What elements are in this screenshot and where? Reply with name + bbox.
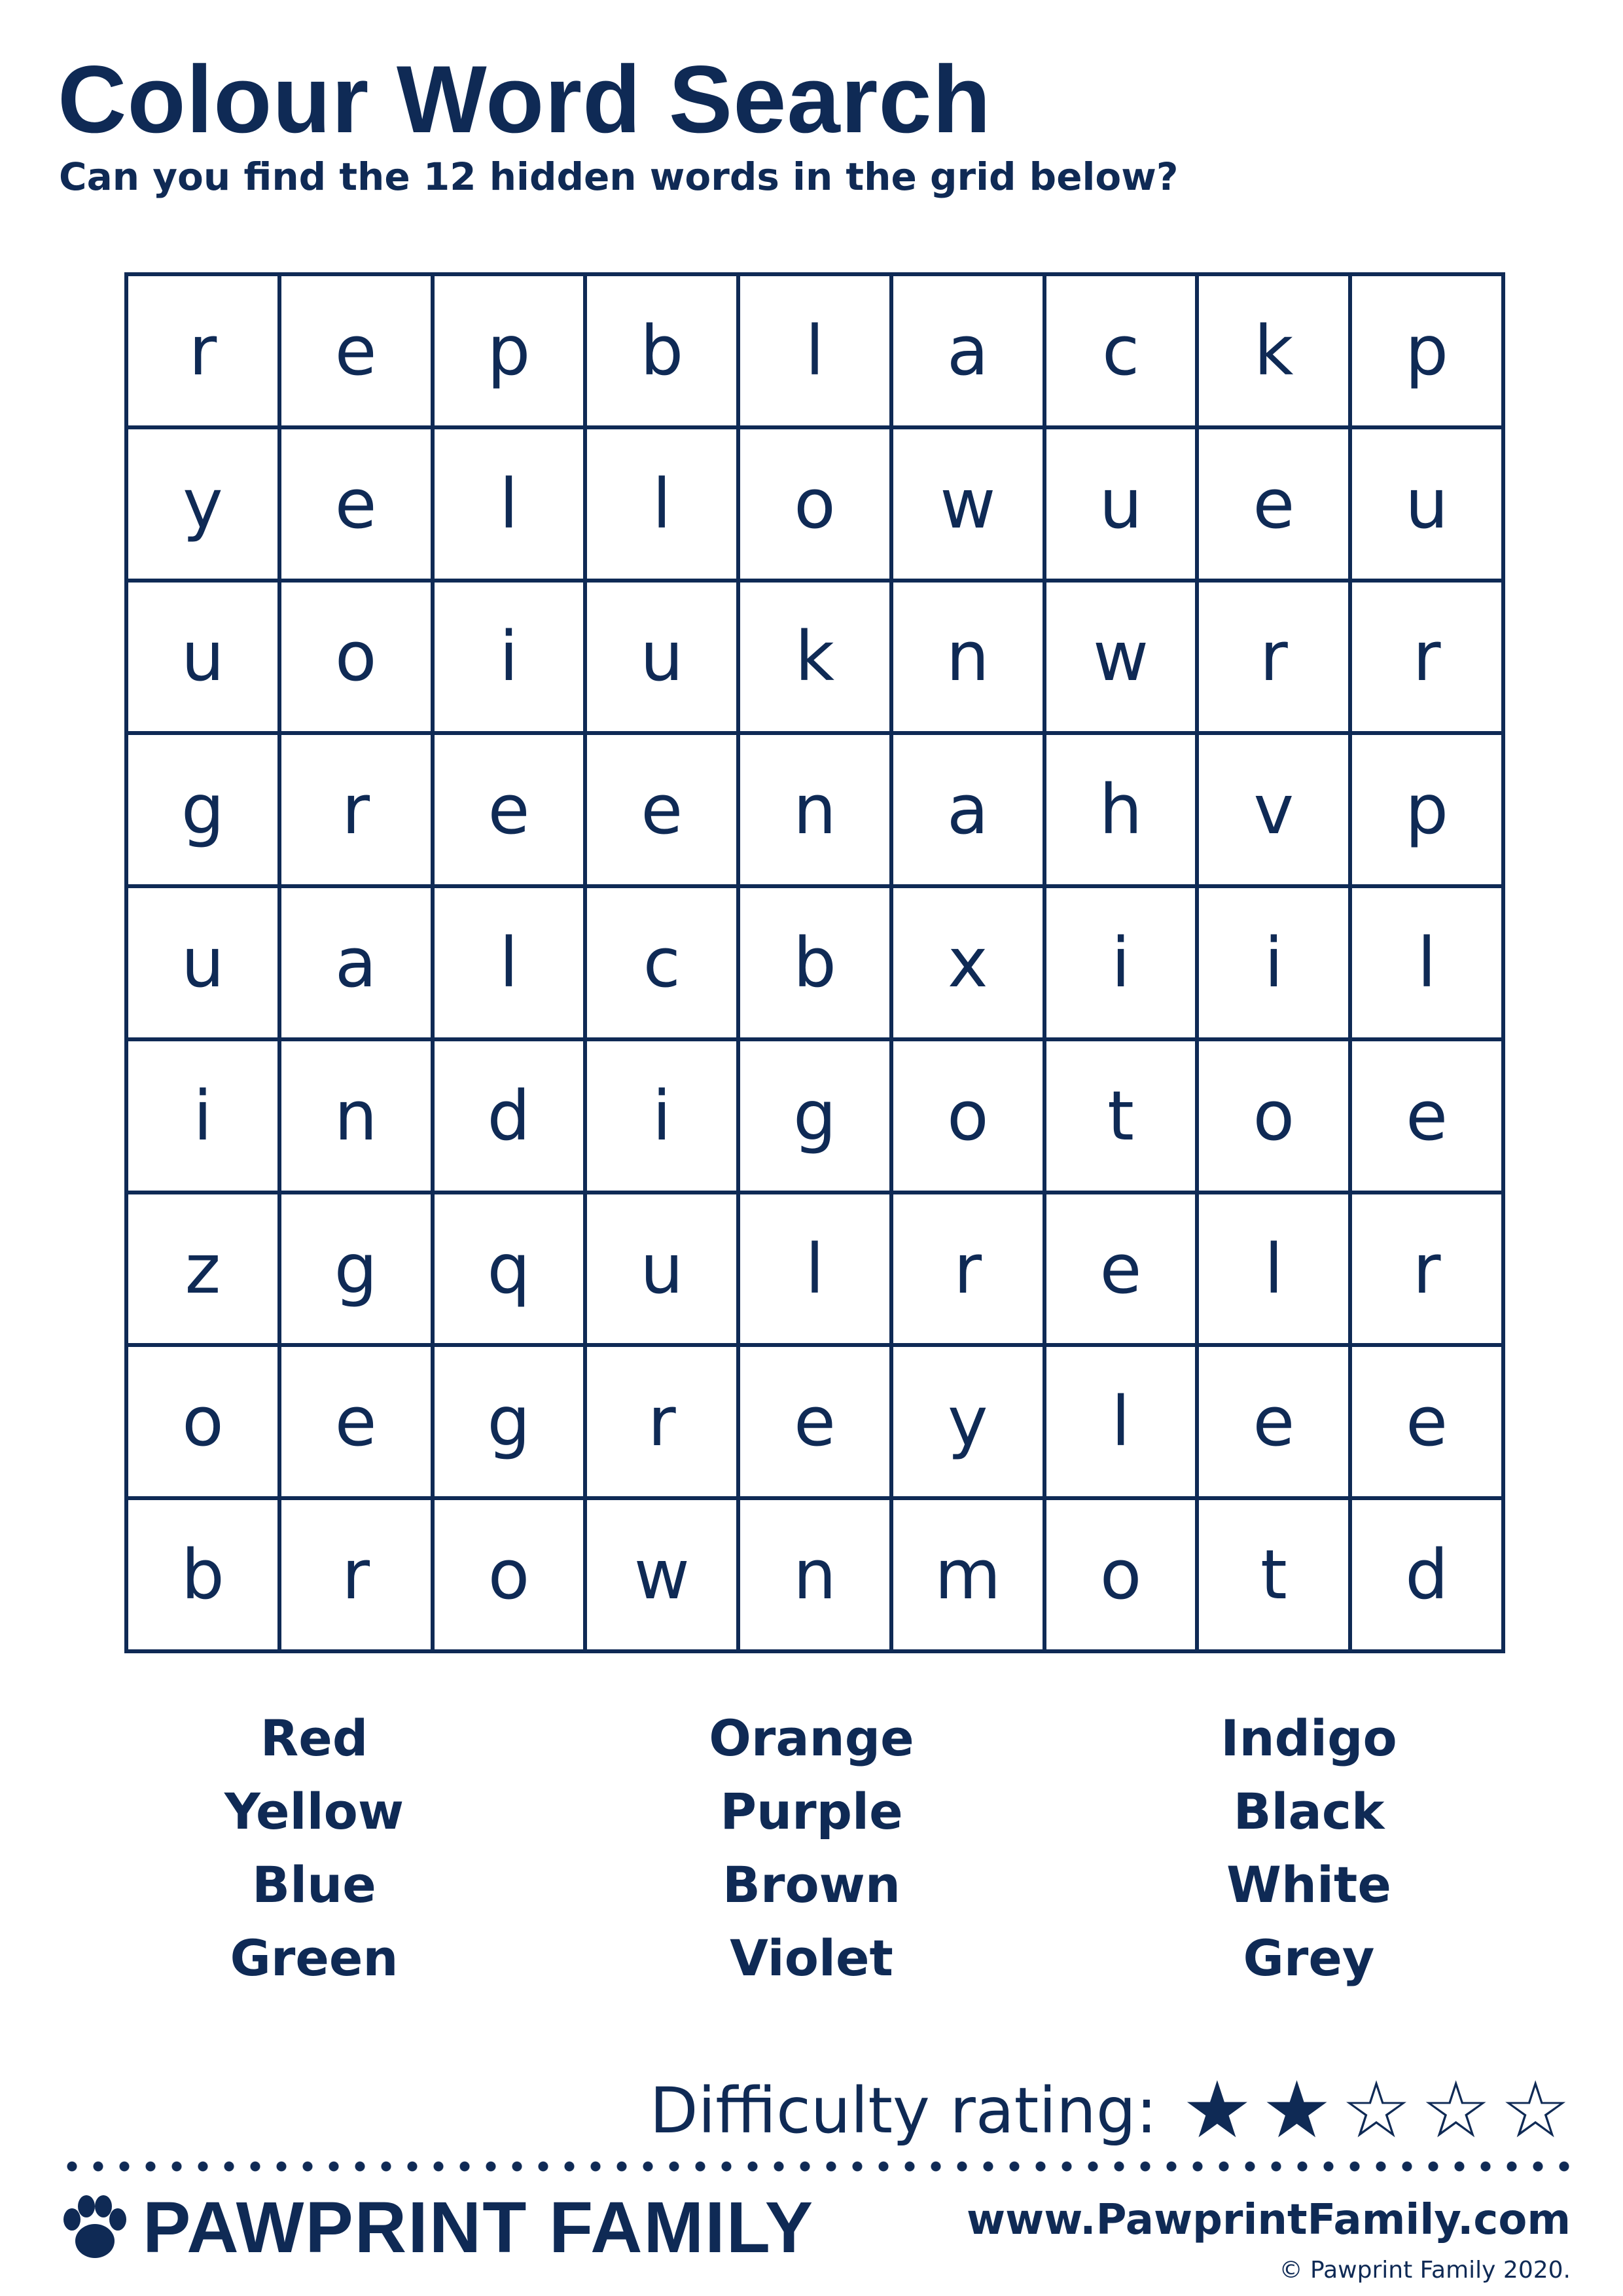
page-subtitle: Can you find the 12 hidden words in the grid below? xyxy=(59,154,1179,199)
copyright-text: © Pawprint Family 2020. xyxy=(1279,2257,1571,2284)
grid-cell: i xyxy=(1197,886,1350,1039)
grid-cell: y xyxy=(126,427,279,581)
word-search-grid xyxy=(124,272,1505,1653)
grid-cell: l xyxy=(433,427,586,581)
grid-cell: m xyxy=(891,1498,1044,1651)
grid-cell: v xyxy=(1197,733,1350,886)
grid-cell: u xyxy=(1350,427,1503,581)
grid-cell: a xyxy=(279,886,433,1039)
star-filled-icon: ★ xyxy=(1182,2065,1253,2156)
grid-cell: g xyxy=(738,1039,891,1193)
grid-cell: c xyxy=(1044,274,1198,427)
word-list-item: Orange xyxy=(709,1709,914,1767)
grid-cell: i xyxy=(433,581,586,734)
grid-cell: i xyxy=(585,1039,738,1193)
grid-cell: p xyxy=(1350,274,1503,427)
grid-cell: e xyxy=(1197,1345,1350,1498)
star-filled-icon: ★ xyxy=(1261,2065,1332,2156)
grid-cell: n xyxy=(279,1039,433,1193)
page-title: Colour Word Search xyxy=(58,46,991,152)
grid-cell: u xyxy=(585,1193,738,1346)
grid-cell: r xyxy=(279,733,433,886)
grid-cell: k xyxy=(738,581,891,734)
grid-cell: u xyxy=(585,581,738,734)
grid-cell: o xyxy=(891,1039,1044,1193)
grid-cell: r xyxy=(585,1345,738,1498)
star-empty-icon: ☆ xyxy=(1420,2065,1491,2156)
grid-cell: n xyxy=(738,1498,891,1651)
grid-cell: p xyxy=(433,274,586,427)
grid-cell: u xyxy=(126,886,279,1039)
word-column xyxy=(615,1702,1008,1995)
grid-cell: l xyxy=(738,274,891,427)
grid-cell: b xyxy=(585,274,738,427)
word-list-item: Blue xyxy=(252,1856,376,1914)
grid-cell: u xyxy=(126,581,279,734)
word-list-item: Green xyxy=(230,1929,399,1987)
grid-cell: o xyxy=(738,427,891,581)
grid-cell: h xyxy=(1044,733,1198,886)
grid-cell: g xyxy=(433,1345,586,1498)
grid-cell: r xyxy=(126,274,279,427)
word-column xyxy=(1113,1702,1505,1995)
grid-cell: a xyxy=(891,274,1044,427)
grid-cell: r xyxy=(1350,1193,1503,1346)
word-list-item: Black xyxy=(1233,1782,1385,1840)
grid-cell: w xyxy=(585,1498,738,1651)
grid-cell: r xyxy=(891,1193,1044,1346)
grid-cell: l xyxy=(1350,886,1503,1039)
word-list-item: Indigo xyxy=(1221,1709,1397,1767)
grid-cell: d xyxy=(1350,1498,1503,1651)
grid-cell: e xyxy=(279,1345,433,1498)
grid-cell: o xyxy=(279,581,433,734)
grid-cell: u xyxy=(1044,427,1198,581)
difficulty-rating xyxy=(649,2065,1571,2156)
grid-cell: e xyxy=(1197,427,1350,581)
grid-cell: l xyxy=(585,427,738,581)
word-list-item: Grey xyxy=(1243,1929,1375,1987)
word-list-item: Red xyxy=(260,1709,368,1767)
grid-cell: e xyxy=(1350,1345,1503,1498)
grid-cell: n xyxy=(891,581,1044,734)
logo-text: PAWPRINT FAMILY xyxy=(143,2187,815,2268)
grid-cell: q xyxy=(433,1193,586,1346)
grid-cell: e xyxy=(585,733,738,886)
grid-cell: r xyxy=(1197,581,1350,734)
grid-cell: b xyxy=(738,886,891,1039)
grid-cell: l xyxy=(738,1193,891,1346)
grid-cell: r xyxy=(279,1498,433,1651)
grid-cell: i xyxy=(1044,886,1198,1039)
grid-cell: n xyxy=(738,733,891,886)
grid-cell: t xyxy=(1044,1039,1198,1193)
grid-cell: e xyxy=(1044,1193,1198,1346)
grid-cell: a xyxy=(891,733,1044,886)
grid-cell: o xyxy=(433,1498,586,1651)
grid-cell: g xyxy=(279,1193,433,1346)
difficulty-label: Difficulty rating: xyxy=(649,2074,1158,2147)
word-list-item: Brown xyxy=(722,1856,901,1914)
grid-cell: e xyxy=(738,1345,891,1498)
grid-cell: c xyxy=(585,886,738,1039)
word-list-item: Purple xyxy=(720,1782,903,1840)
grid-cell: e xyxy=(279,274,433,427)
grid-cell: l xyxy=(1197,1193,1350,1346)
dotted-divider xyxy=(59,2160,1571,2173)
grid-cell: o xyxy=(1197,1039,1350,1193)
grid-cell: y xyxy=(891,1345,1044,1498)
grid-cell: b xyxy=(126,1498,279,1651)
grid-cell: d xyxy=(433,1039,586,1193)
grid-cell: k xyxy=(1197,274,1350,427)
website-link[interactable]: www.PawprintFamily.com xyxy=(966,2196,1571,2244)
grid-cell: e xyxy=(279,427,433,581)
word-list-item: White xyxy=(1226,1856,1391,1914)
word-column xyxy=(118,1702,510,1995)
grid-cell: e xyxy=(433,733,586,886)
grid-cell: p xyxy=(1350,733,1503,886)
paw-icon xyxy=(59,2192,131,2264)
grid-cell: w xyxy=(891,427,1044,581)
grid-cell: e xyxy=(1350,1039,1503,1193)
word-list-item: Violet xyxy=(730,1929,893,1987)
word-list-item: Yellow xyxy=(224,1782,404,1840)
grid-cell: o xyxy=(1044,1498,1198,1651)
star-empty-icon: ☆ xyxy=(1500,2065,1571,2156)
star-empty-icon: ☆ xyxy=(1341,2065,1412,2156)
grid-cell: l xyxy=(1044,1345,1198,1498)
difficulty-stars xyxy=(1173,2065,1571,2156)
pawprint-logo xyxy=(59,2186,814,2269)
grid-cell: o xyxy=(126,1345,279,1498)
grid-cell: t xyxy=(1197,1498,1350,1651)
grid-cell: g xyxy=(126,733,279,886)
grid-cell: z xyxy=(126,1193,279,1346)
grid-cell: r xyxy=(1350,581,1503,734)
grid-cell: l xyxy=(433,886,586,1039)
grid-cell: x xyxy=(891,886,1044,1039)
grid-cell: w xyxy=(1044,581,1198,734)
grid-cell: i xyxy=(126,1039,279,1193)
